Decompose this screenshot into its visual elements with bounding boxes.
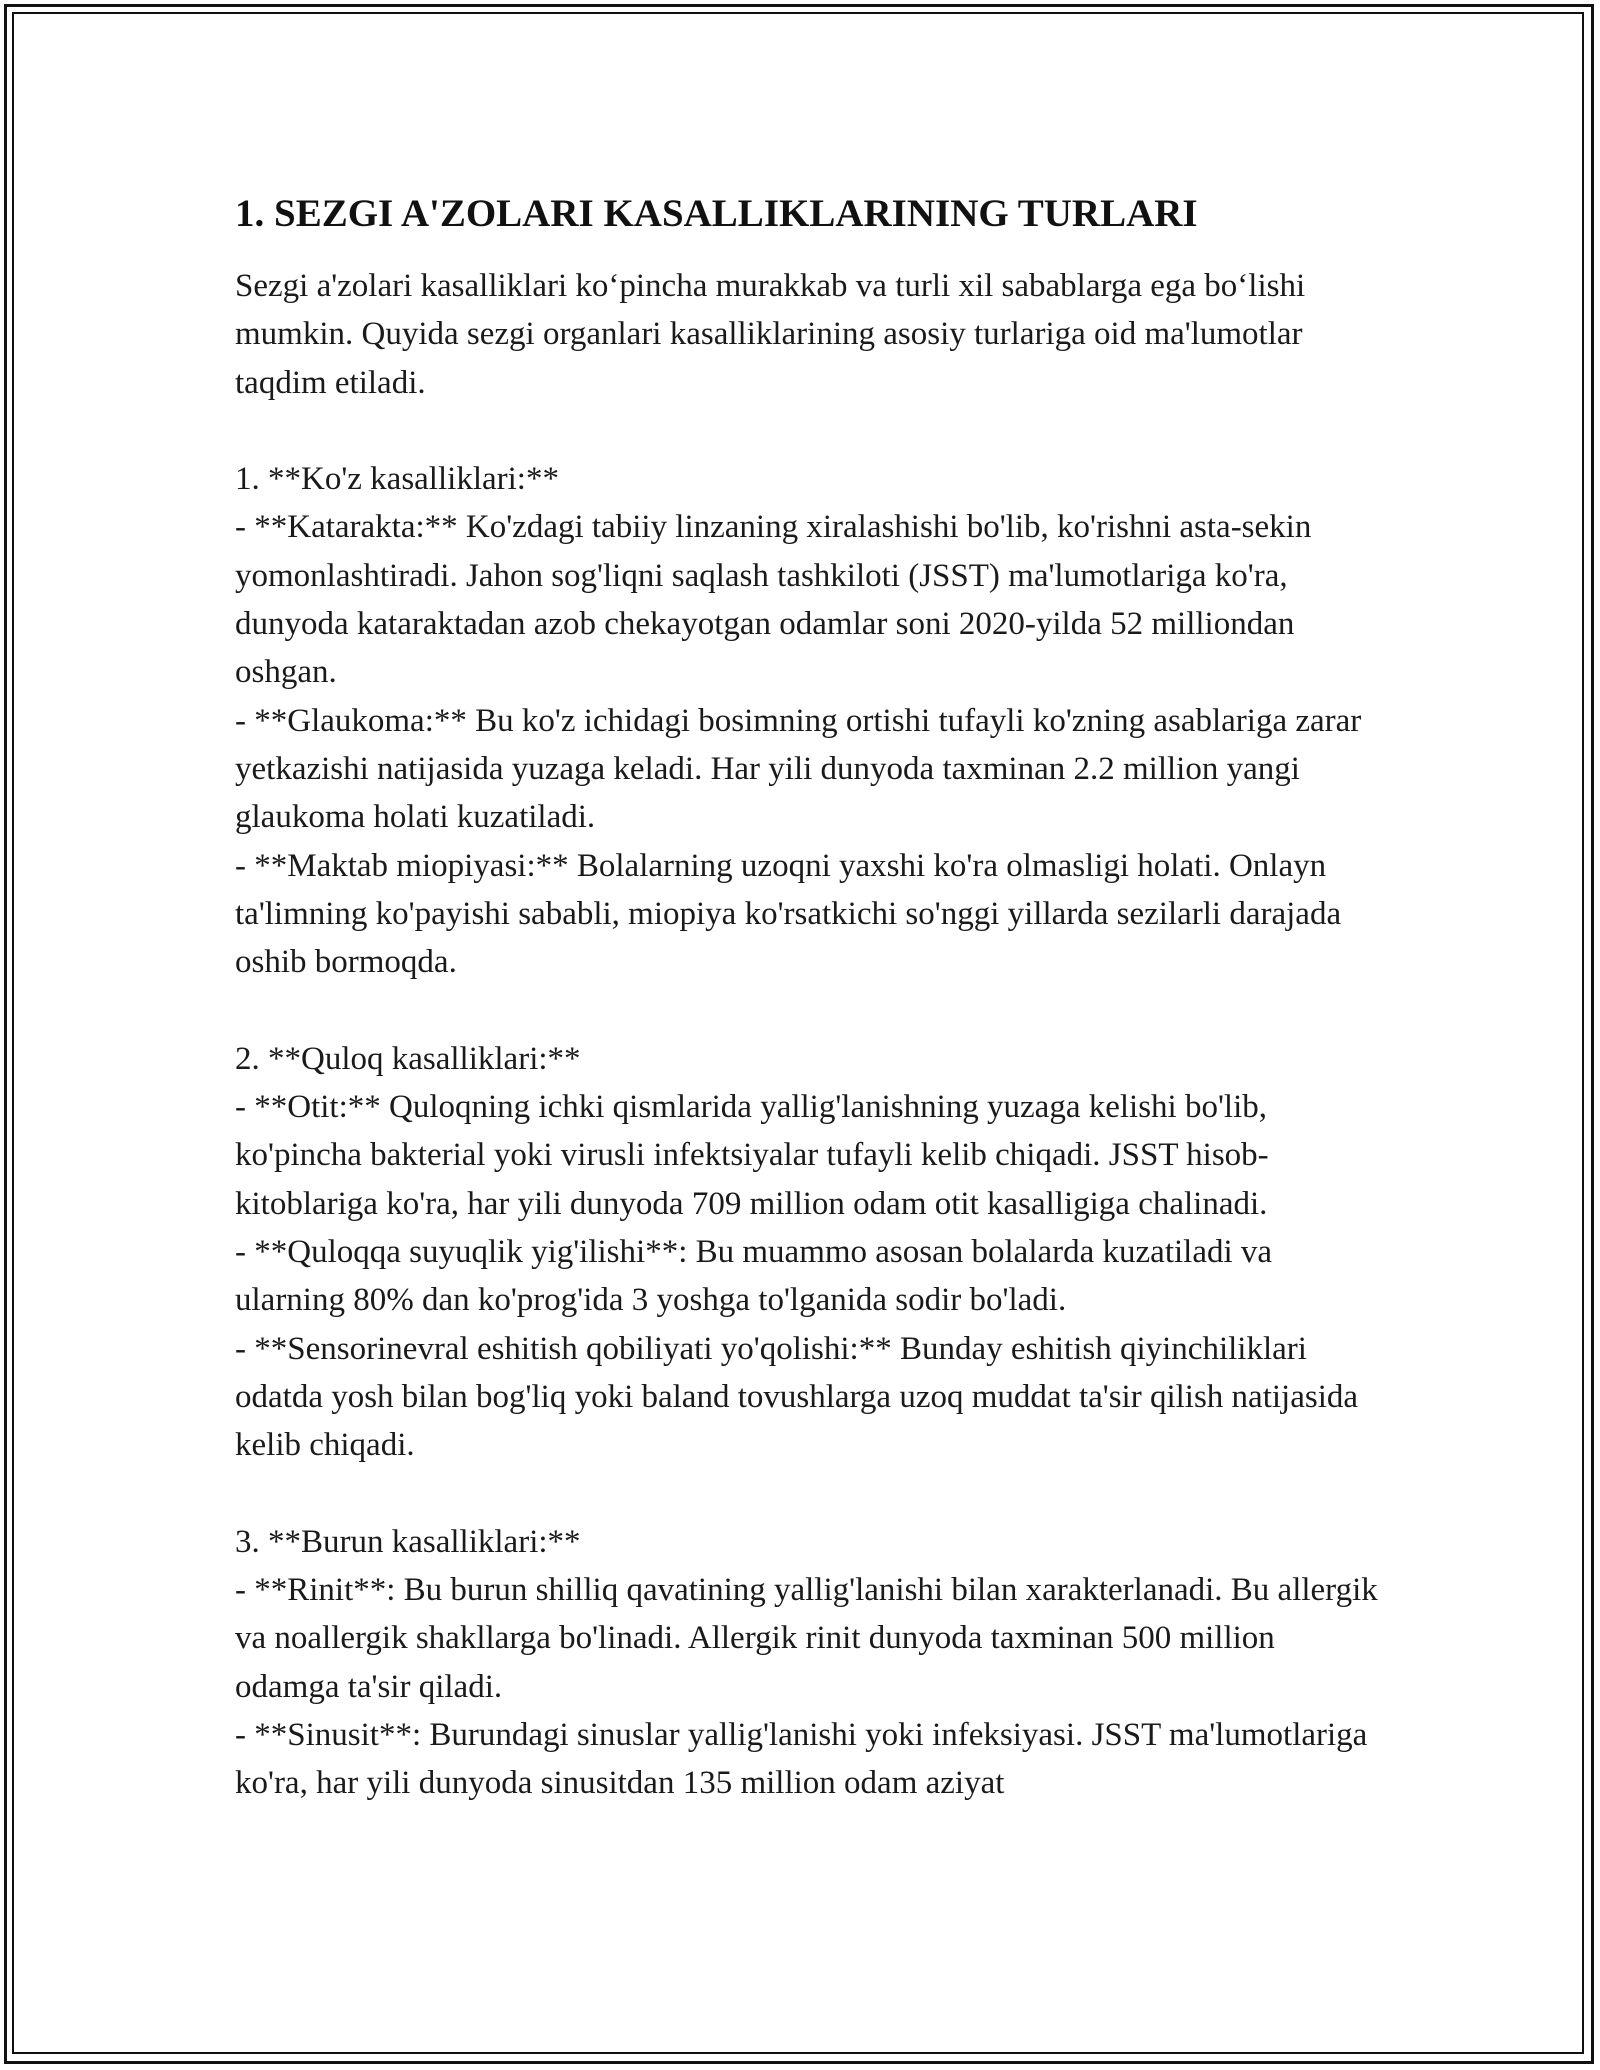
list-item: - **Glaukoma:** Bu ko'z ichidagi bosimning ortishi tufayli ko'zning asablariga zarar yetkazishi natijasida yuzaga keladi. Har yili dunyoda taxminan 2.2 million yangi glaukoma holati kuzatiladi. xyxy=(235,702,1362,836)
paragraph-spacer xyxy=(235,407,1385,455)
document-body xyxy=(235,186,1385,1808)
document-title: 1. SEZGI A'ZOLARI KASALLIKLARINING TURLARI xyxy=(235,192,1198,235)
list-item: - **Rinit**: Bu burun shilliq qavatining yallig'lanishi bilan xarakterlanadi. Bu allergik va noallergik shakllarga bo'linadi. Allergik rinit dunyoda taxminan 500 million odamga ta'sir qiladi. xyxy=(235,1572,1378,1705)
section-nose-diseases xyxy=(235,1518,1385,1808)
section-eye-diseases xyxy=(235,455,1385,986)
list-item: - **Maktab miopiyasi:** Bolalarning uzoqni yaxshi ko'ra olmasligi holati. Onlayn ta'limning ko'payishi sababli, miopiya ko'rsatkichi so'nggi yillarda sezilarli darajada oshib bormoqda. xyxy=(235,847,1342,981)
section-heading: 2. **Quloq kasalliklari:** xyxy=(235,1040,581,1077)
section-heading: 3. **Burun kasalliklari:** xyxy=(235,1523,581,1560)
list-item: - **Katarakta:** Ko'zdagi tabiiy linzaning xiralashishi bo'lib, ko'rishni asta-sekin yomonlashtiradi. Jahon sog'liqni saqlash tashkiloti (JSST) ma'lumotlariga ko'ra, dunyoda kataraktadan azob chekayotgan odamlar soni 2020-yilda 52 milliondan oshgan. xyxy=(235,509,1312,691)
section-heading: 1. **Ko'z kasalliklari:** xyxy=(235,461,559,498)
paragraph-spacer xyxy=(235,986,1385,1034)
paragraph-spacer xyxy=(235,1469,1385,1517)
section-ear-diseases xyxy=(235,1035,1385,1470)
intro-paragraph: Sezgi a'zolari kasalliklari ko‘pincha murakkab va turli xil sabablarga ega bo‘lishi mumkin. Quyida sezgi organlari kasalliklarining asosiy turlariga oid ma'lumotlar taqdim etiladi. xyxy=(235,268,1306,401)
list-item: - **Quloqqa suyuqlik yig'ilishi**: Bu muammo asosan bolalarda kuzatiladi va ularning 80% dan ko'prog'ida 3 yoshga to'lganida sodir bo'ladi. xyxy=(235,1233,1273,1319)
list-item: - **Otit:** Quloqning ichki qismlarida yallig'lanishning yuzaga kelishi bo'lib, ko'pincha bakterial yoki virusli infektsiyalar tufayli kelib chiqadi. JSST hisob-kitoblariga ko'ra, har yili dunyoda 709 million odam otit kasalligiga chalinadi. xyxy=(235,1089,1269,1222)
list-item: - **Sensorinevral eshitish qobiliyati yo'qolishi:** Bunday eshitish qiyinchiliklari odatda yosh bilan bog'liq yoki baland tovushlarga uzoq muddat ta'sir qilish natijasida kelib chiqadi. xyxy=(235,1330,1359,1464)
list-item: - **Sinusit**: Burundagi sinuslar yallig'lanishi yoki infeksiyasi. JSST ma'lumotlariga ko'ra, har yili dunyoda sinusitdan 135 million odam aziyat xyxy=(235,1716,1368,1802)
